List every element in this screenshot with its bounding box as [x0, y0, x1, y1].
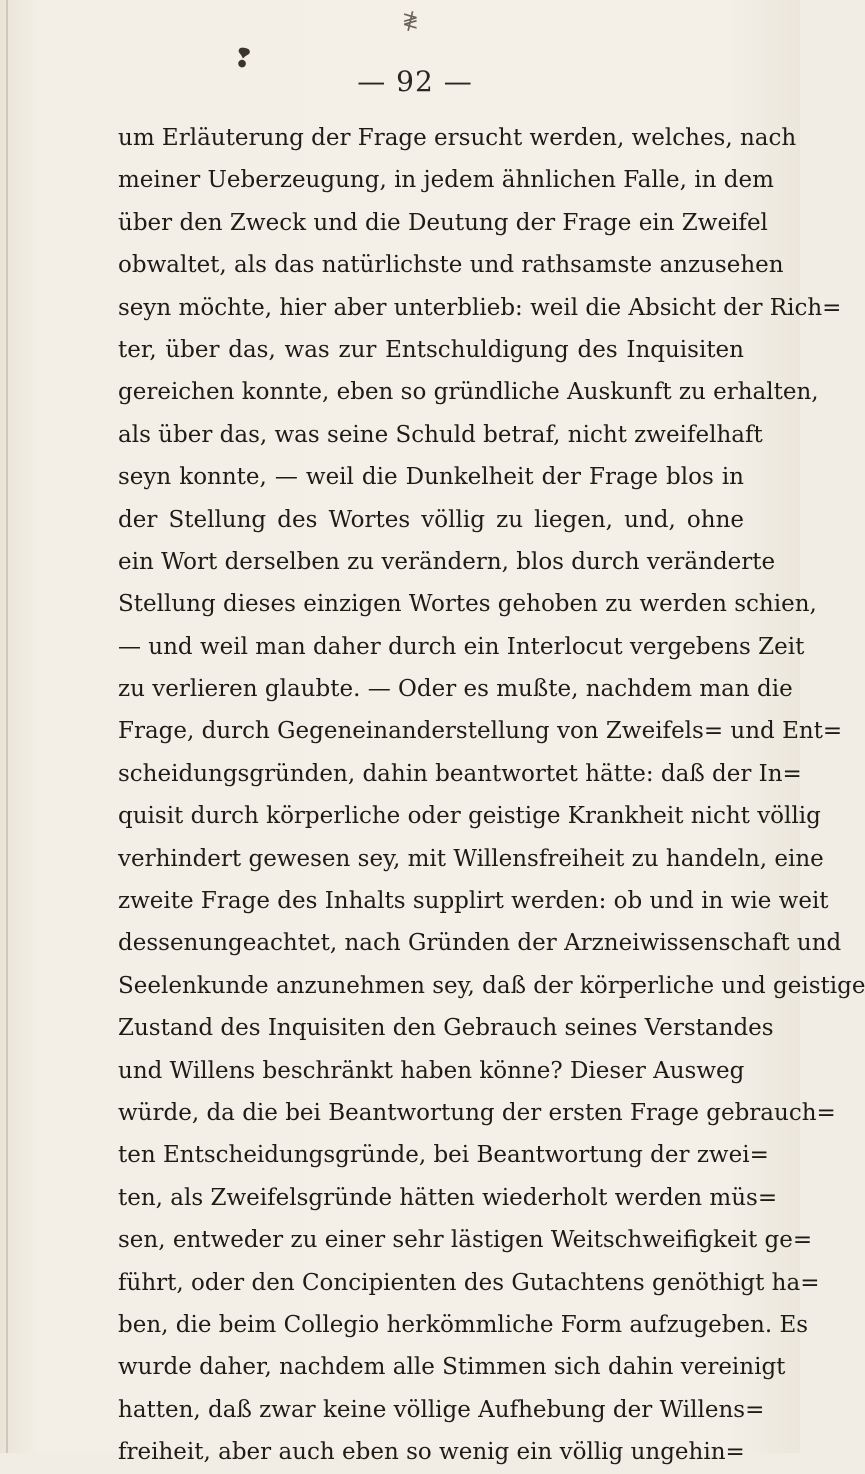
- text-line: ter, über das, was zur Entschuldigung des Inquisiten: [118, 336, 744, 363]
- text-line: Seelenkunde anzunehmen sey, daß der körperliche und geistige: [118, 972, 865, 999]
- top-mark: ≹: [402, 8, 419, 32]
- text-line: obwaltet, als das natürlichste und rathsamste anzusehen: [118, 252, 784, 279]
- text-line: meiner Ueberzeugung, in jedem ähnlichen Falle, in dem: [118, 167, 774, 194]
- text-line: dessenungeachtet, nach Gründen der Arzneiwissenschaft und: [118, 930, 842, 957]
- text-line: und Willens beschränkt haben könne? Dieser Ausweg: [118, 1057, 745, 1084]
- text-line: hatten, daß zwar keine völlige Aufhebung der Willens=: [118, 1396, 765, 1423]
- text-line: seyn möchte, hier aber unterblieb: weil die Absicht der Rich=: [118, 294, 842, 321]
- text-line: scheidungsgründen, dahin beantwortet hätte: daß der In=: [118, 760, 802, 787]
- page-edge: [6, 0, 8, 1453]
- text-line: ben, die beim Collegio herkömmliche Form aufzugeben. Es: [118, 1311, 809, 1338]
- text-line: wurde daher, nachdem alle Stimmen sich dahin vereinigt: [118, 1354, 786, 1381]
- text-line: ten, als Zweifelsgründe hätten wiederholt werden müs=: [118, 1184, 778, 1211]
- text-line: ein Wort derselben zu verändern, blos durch veränderte: [118, 548, 776, 575]
- text-line: seyn konnte, — weil die Dunkelheit der Frage blos in: [118, 464, 744, 491]
- text-line: freiheit, aber auch eben so wenig ein völlig ungehin=: [118, 1439, 745, 1466]
- text-line: ten Entscheidungsgründe, bei Beantwortung der zwei=: [118, 1142, 769, 1169]
- text-line: um Erläuterung der Frage ersucht werden, welches, nach: [118, 125, 797, 151]
- text-line: quisit durch körperliche oder geistige Krankheit nicht völlig: [118, 803, 821, 830]
- text-line: Zustand des Inquisiten den Gebrauch seines Verstandes: [118, 1015, 774, 1042]
- text-line: der Stellung des Wortes völlig zu liegen, und, ohne: [118, 506, 744, 533]
- text-line: — und weil man daher durch ein Interlocut vergebens Zeit: [118, 633, 805, 660]
- text-line: führt, oder den Concipienten des Gutachtens genöthigt ha=: [118, 1269, 820, 1296]
- text-line: über den Zweck und die Deutung der Frage ein Zweifel: [118, 209, 768, 236]
- text-line: zweite Frage des Inhalts supplirt werden: ob und in wie weit: [118, 888, 829, 915]
- text-line: würde, da die bei Beantwortung der ersten Frage gebrauch=: [118, 1099, 836, 1126]
- text-line: verhindert gewesen sey, mit Willensfreiheit zu handeln, eine: [118, 845, 824, 872]
- text-line: Stellung dieses einzigen Wortes gehoben zu werden schien,: [118, 591, 817, 618]
- left-mark: ❢: [229, 42, 257, 76]
- page-number: — 92 —: [357, 65, 473, 98]
- text-line: zu verlieren glaubte. — Oder es mußte, nachdem man die: [118, 676, 793, 703]
- text-line: gereichen konnte, eben so gründliche Auskunft zu erhalten,: [118, 379, 819, 406]
- text-line: sen, entweder zu einer sehr lästigen Weitschweifigkeit ge=: [118, 1227, 813, 1254]
- page-header: [0, 0, 800, 110]
- text-line: als über das, was seine Schuld betraf, nicht zweifelhaft: [118, 421, 763, 448]
- text-line: Frage, durch Gegeneinanderstellung von Zweifels= und Ent=: [118, 718, 843, 745]
- body-text: [118, 117, 865, 1474]
